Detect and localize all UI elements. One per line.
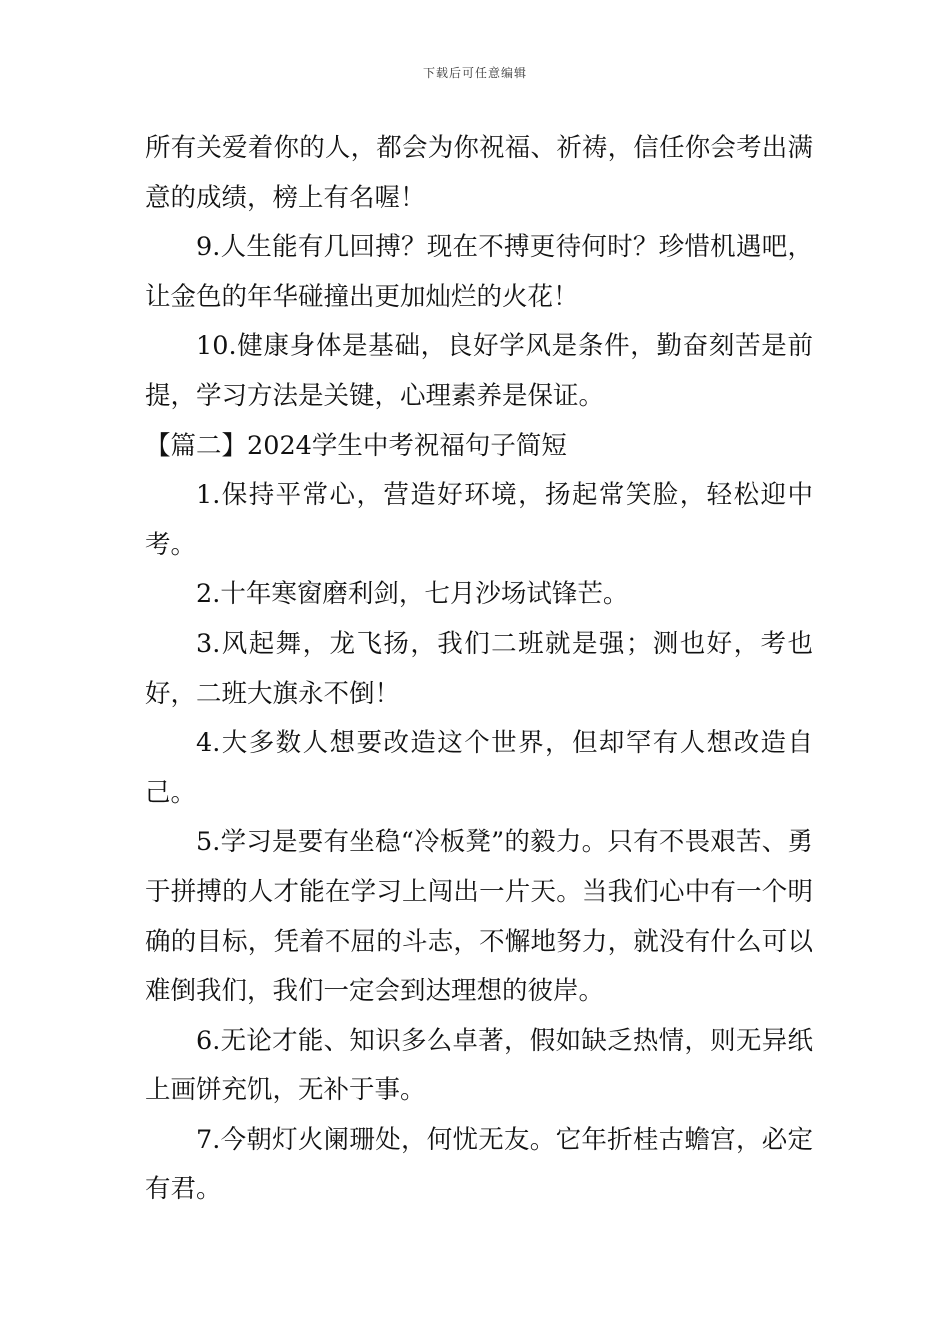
wish-item-5: 5.学习是要有坐稳“冷板凳”的毅力。只有不畏艰苦、勇于拼搏的人才能在学习上闯出一片天。当我们心中有一个明确的目标，凭着不屈的斗志，不懈地努力，就没有什么可以难倒我们，我们一定会到达理想的彼岸。 xyxy=(145,827,813,1007)
wish-item-4: 4.大多数人想要改造这个世界，但却罕有人想改造自己。 xyxy=(145,728,813,808)
wish-item-6: 6.无论才能、知识多么卓著，假如缺乏热情，则无异纸上画饼充饥，无补于事。 xyxy=(145,1025,813,1106)
wish-item-9: 9.人生能有几回搏？现在不搏更待何时？珍惜机遇吧，让金色的年华碰撞出更加灿烂的火花！ xyxy=(145,232,813,312)
wish-item-2: 2.十年寒窗磨利剑，七月沙场试锋芒。 xyxy=(196,579,629,610)
document-body xyxy=(145,124,813,1215)
page-header: 下载后可任意编辑 xyxy=(422,66,527,80)
wish-item-10: 10.健康身体是基础，良好学风是条件，勤奋刻苦是前提，学习方法是关键，心理素养是保证。 xyxy=(145,331,813,411)
wish-item-1: 1.保持平常心，营造好环境，扬起常笑脸，轻松迎中考。 xyxy=(145,480,813,560)
paragraph: 所有关爱着你的人，都会为你祝福、祈祷，信任你会考出满意的成绩，榜上有名喔！ xyxy=(145,133,813,213)
wish-item-3: 3.风起舞，龙飞扬，我们二班就是强；测也好，考也好，二班大旗永不倒！ xyxy=(145,628,813,709)
wish-item-7: 7.今朝灯火阑珊处，何忧无友。它年折桂古蟾宫，必定有君。 xyxy=(145,1124,813,1205)
section-heading: 【篇二】2024学生中考祝福句子简短 xyxy=(145,430,567,461)
